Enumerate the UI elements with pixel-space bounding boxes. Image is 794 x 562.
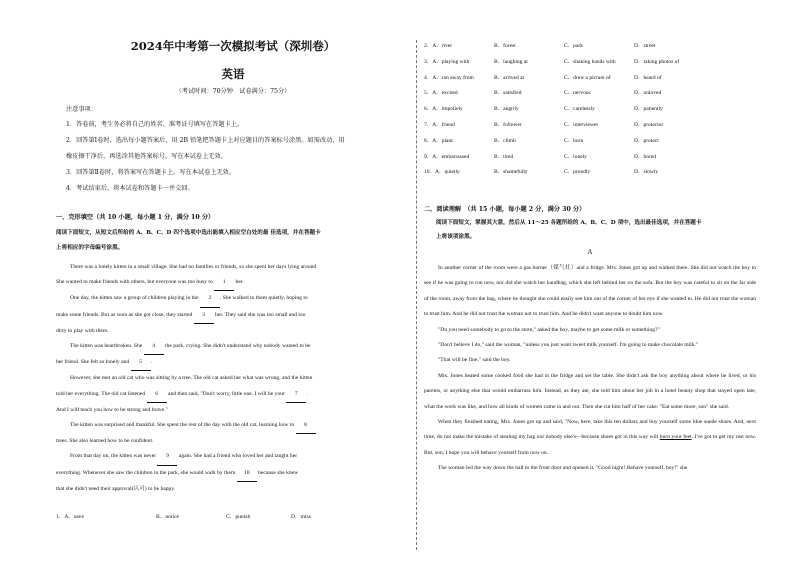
exam-info: （考试时间：70分钟 试卷满分：75分） — [175, 88, 291, 95]
cloze-text: The kitten was surprised and thankful. She spent the rest of the day with the old cat, learning how to — [70, 422, 296, 429]
cloze-text: One day, the kitten saw a group of children playing in the — [70, 295, 200, 302]
cloze-line — [56, 434, 412, 449]
option[interactable]: C．shaking hands with — [564, 58, 616, 65]
cloze-text: . — [150, 359, 152, 366]
option[interactable]: C．carelessly — [564, 106, 595, 113]
cloze-line — [56, 466, 412, 482]
option[interactable]: C．lonely — [564, 153, 587, 160]
cloze-text: again. She had a friend who loved her and taught her — [177, 453, 298, 460]
cloze-line — [56, 275, 412, 291]
notes-title: 注意事项： — [66, 106, 97, 113]
cloze-blank: 6 — [147, 387, 167, 403]
cloze-text: And I will teach you how to be strong and brave." — [56, 406, 168, 413]
section2-title: 二、阅读理解 （共 15 小题，每小题 2 分，满分 30 分） — [424, 206, 586, 213]
option[interactable]: 9．A．embarrassed — [424, 153, 470, 160]
option-row — [424, 57, 756, 69]
cloze-line — [56, 371, 412, 386]
exam-title: 2024年中考第一次模拟考试（深圳卷） — [130, 39, 336, 53]
cloze-text: the park, crying. She didn't understand why nobody wanted to be — [163, 343, 311, 350]
cloze-blank: 8 — [296, 418, 316, 434]
underlined-phrase: burn your feet — [659, 434, 692, 441]
option[interactable]: D．miss — [291, 514, 311, 520]
option-row — [424, 167, 756, 179]
cloze-line — [56, 387, 412, 403]
option-row — [424, 136, 756, 148]
cloze-line — [56, 482, 412, 497]
option[interactable]: B．satisfied — [494, 90, 522, 97]
section2-instructions — [436, 216, 758, 244]
option[interactable]: 1．A．save — [56, 514, 84, 520]
option[interactable]: 3．A．playing with — [424, 58, 470, 65]
option[interactable]: B．notice — [156, 514, 179, 520]
option[interactable]: D．protect — [634, 137, 659, 144]
cloze-text: because she knew — [256, 469, 299, 476]
note-item: 2．回答第Ⅰ卷时，选出每小题答案后，用 2B 铅笔把答题卡上对应题目的答案标号涂黑。如需改动，用 — [66, 137, 345, 144]
passage-label: A — [587, 249, 593, 256]
cloze-line — [56, 449, 412, 465]
option-row — [424, 152, 756, 164]
option[interactable]: 2．A．river — [424, 43, 453, 49]
section1-title: 一、完形填空（共 10 小题，每小题 1 分，满分 10 分） — [56, 214, 215, 221]
note-item: 橡皮擦干净后，再选涂其他答案标号。写在本试卷上无效。 — [66, 153, 227, 160]
section1-instructions — [56, 226, 410, 256]
cloze-text: dirty to play with them. — [56, 327, 109, 334]
option[interactable]: D．patiently — [634, 106, 663, 113]
option[interactable]: C．punish — [226, 514, 251, 520]
option[interactable]: 6．A．impoliely — [424, 106, 463, 113]
cloze-line — [56, 291, 412, 307]
option[interactable]: B．tired — [494, 153, 514, 160]
option[interactable]: C．burn — [564, 137, 584, 144]
cloze-line — [56, 260, 412, 275]
option[interactable]: D．street — [634, 43, 656, 49]
cloze-blank: 9 — [157, 449, 177, 465]
passage-paragraph: When they finished eating, Mrs. Jones got up and said, "Now, here, take this ten dollars and buy yourself some blue suede shoes. And, next time, do not make the mistake of stealing my bag nor nobody else's—because shoes got in this way will burn your feet. I've got to get my rest now. But, son, I hope you will behave yourself from now on. — [424, 419, 756, 456]
cloze-blank: 10 — [237, 466, 257, 482]
cloze-text: everything. Whenever she saw the children in the park, she would walk by them — [56, 469, 237, 476]
option[interactable]: B．angrily — [494, 106, 519, 113]
exam-subject: 英语 — [221, 67, 245, 81]
cloze-text: her. They said she was too small and too — [213, 311, 306, 318]
option[interactable]: C．park — [564, 43, 583, 49]
option[interactable]: 10．A．quietly — [424, 169, 460, 176]
instruction-line: 上将该项涂黑。 — [436, 234, 476, 240]
option[interactable]: D．slowly — [634, 169, 659, 176]
cloze-blank: 3 — [194, 308, 214, 324]
option[interactable]: B．follower — [494, 122, 522, 128]
passage-paragraph: The woman led the way down the hall to the front door and opened it. "Good night! Behave yourself, boy!" she — [438, 465, 688, 472]
option[interactable]: C．drew a picture of — [564, 74, 611, 81]
option[interactable]: D．taking photos of — [634, 58, 680, 65]
option[interactable]: 4．A．ran away from — [424, 74, 474, 81]
option[interactable]: B．shamefully — [494, 169, 528, 176]
cloze-line — [56, 355, 412, 371]
cloze-blank: 4 — [144, 339, 164, 355]
option[interactable]: C．nervous — [564, 90, 591, 97]
cloze-text: told her everything. The old cat listened — [56, 390, 147, 397]
option-row — [424, 41, 756, 53]
option-row — [424, 88, 756, 100]
option[interactable]: C．proudly — [564, 169, 591, 176]
cloze-text: that she didn't need their approval(认可) to be happy. — [56, 485, 176, 492]
passage-paragraph: "That will be fine," said the boy. — [438, 357, 511, 364]
option[interactable]: 8．A．plant — [424, 137, 453, 144]
cloze-blank: 7 — [286, 387, 306, 403]
note-item: 3．回答第Ⅱ卷时，将答案写在答题卡上。写在本试卷上无效。 — [66, 169, 236, 176]
cloze-text: She wanted to make friends with others, but everyone was too busy to — [56, 279, 215, 286]
cloze-text: her friend. She felt so lonely and — [56, 359, 131, 366]
cloze-line — [56, 418, 412, 434]
option[interactable]: B．forest — [494, 43, 516, 49]
option[interactable]: D．heard of — [634, 74, 662, 81]
instruction-line: 阅读下面短文，从短文后所给的 A、B、C、D 四个选项中选出能填入相应空白处的最 佳选项，并在答题卡 — [56, 230, 321, 236]
instruction-line: 阅读下面短文，掌握其大意，然后从 11～25 各题所给的 A、B、C、D 项中，选出最佳选项，并在答题卡 — [436, 220, 702, 226]
passage-paragraph: In another corner of the room were a gas burner（煤气灶）and a fridge. Mrs. Jones got up and walked there. She did not watch the boy to see if he was going to run now, nor did she watch her handbag, which she left behind her on the sofa. But the boy was careful to sit on the far side of the room, away from the bag, where he thought she could easily see him out of the corner of her eye if she wanted to. He did not trust the woman to trust him. And he did not trust the woman not to trust him. And he didn't want anyone to doubt him now. — [424, 265, 756, 318]
cloze-text: The kitten was heartbroken. She — [70, 343, 144, 350]
note-item: 1．答卷前，考生务必将自己的姓名、准考证号填写在答题卡上。 — [66, 121, 244, 128]
option[interactable]: 7．A．friend — [424, 122, 455, 128]
cloze-line — [56, 339, 412, 355]
note-item: 4．考试结束后，将本试卷和答题卡一并交回。 — [66, 185, 194, 192]
option[interactable]: D．unloved — [634, 90, 662, 97]
passage-paragraph: "Do you need somebody to go to the store," asked the boy, maybe to get some milk or something?" — [438, 326, 660, 333]
cloze-text: From that day on, the kitten was never — [70, 453, 158, 460]
cloze-text: There was a lonely kitten in a small village. She had no families or friends, so she spent her days lying around — [70, 264, 317, 270]
instruction-line: 上将相应的字母编号涂黑。 — [56, 245, 124, 252]
cloze-line — [56, 403, 412, 418]
cloze-text: However, she met an old cat who was sitting by a tree. The old cat asked her what was wrong, and the kitten — [70, 375, 313, 382]
cloze-line — [56, 308, 412, 324]
cloze-text: . She walked to them quietly, hoping to — [219, 295, 308, 302]
passage-paragraph: "Don't believe I do," said the woman, "unless you just want sweet milk yourself. I'm going to make chocolate milk." — [438, 342, 699, 349]
cloze-passage — [56, 260, 412, 497]
cloze-blank: 1 — [214, 275, 234, 291]
option[interactable]: B．arrived at — [494, 74, 525, 81]
option[interactable]: 5．A．excited — [424, 90, 458, 97]
cloze-text: make some friends. But as soon as she got close, they started — [56, 311, 194, 318]
option[interactable]: D．bored — [634, 153, 656, 160]
cloze-blank: 2 — [200, 291, 220, 307]
option-row — [424, 104, 756, 116]
option-row — [424, 120, 756, 132]
option[interactable]: C．interviewer — [564, 122, 599, 128]
option[interactable]: B．climb — [494, 137, 516, 144]
cloze-text: . — [306, 390, 308, 397]
option-row — [424, 73, 756, 85]
cloze-blank: 5 — [131, 355, 151, 371]
passage-paragraph: Mrs. Jones heated some cooked food she had in the fridge and set the table. She didn't ask the boy anything about where he lived, or his parents, or anything else that would embarrass him. Instead, as they ate, she told him about her job in a hotel beauty shop that stayed open late, what the work was like, and how all kinds of women came in and out. Then she cut him half of her cake. "Eat some more, son" she said. — [424, 372, 756, 410]
cloze-text: trees. She also learned how to be confident. — [56, 438, 154, 445]
option[interactable]: D．protector — [634, 122, 664, 128]
column-divider — [416, 40, 417, 550]
cloze-text: and then said, "Don't worry, little one. I will be your — [166, 390, 287, 397]
cloze-line — [56, 324, 412, 339]
reading-passage — [424, 261, 756, 477]
option[interactable]: B．laughing at — [494, 58, 528, 65]
cloze-text: her. — [234, 279, 244, 286]
